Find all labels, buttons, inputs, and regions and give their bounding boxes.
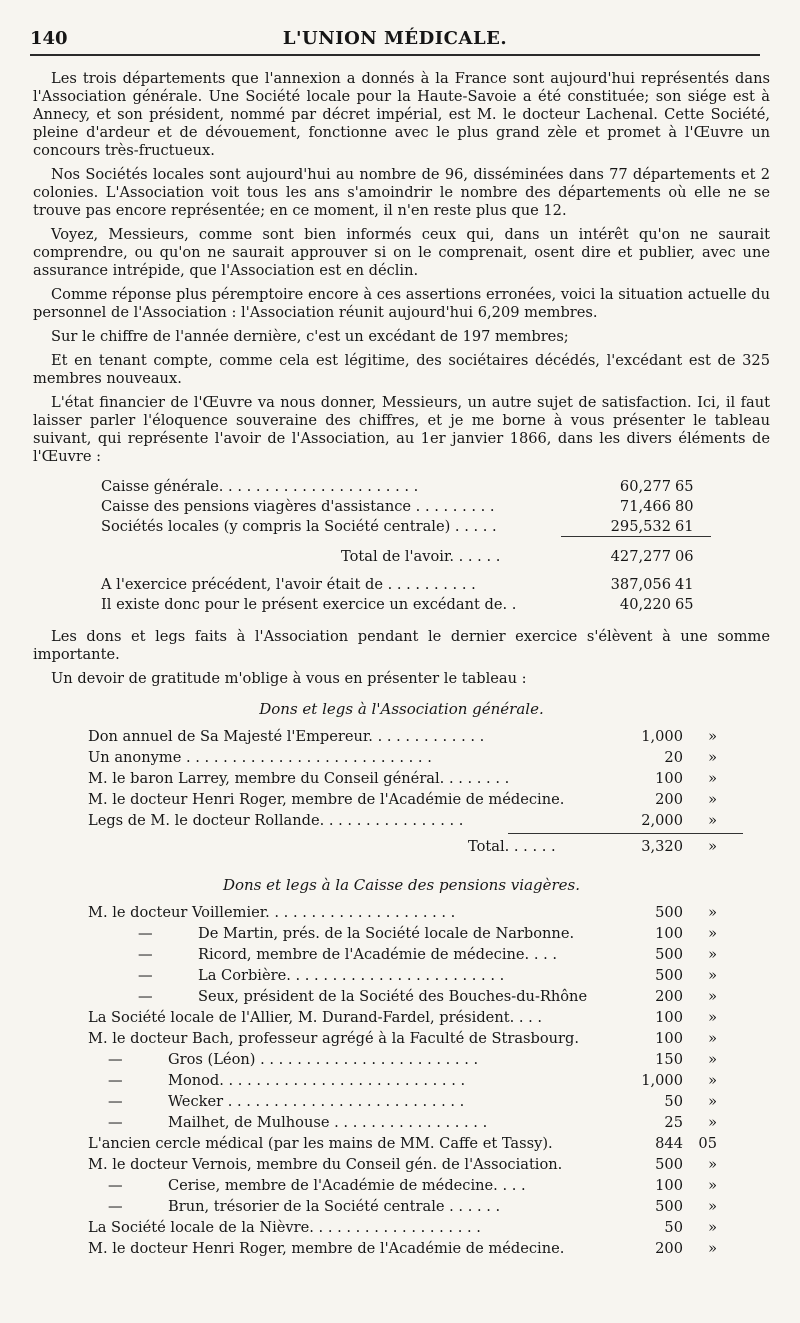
- ditto-dash: —: [138, 925, 153, 942]
- donation-amount: 1,000: [641, 1072, 683, 1089]
- finance-previous-label: A l'exercice précédent, l'avoir était de . . . . . . . . . .: [101, 576, 476, 593]
- finance-row: [101, 478, 741, 498]
- donor-label: De Martin, prés. de la Société locale de Narbonne.: [198, 925, 575, 942]
- pension-donations-title: Dons et legs à la Caisse des pensions viagères.: [222, 876, 581, 894]
- donation-amount: 100: [655, 1009, 683, 1026]
- ditto-dash: —: [138, 946, 153, 963]
- finance-surplus-label: Il existe donc pour le présent exercice un excédant de. .: [101, 596, 517, 613]
- ditto-dash: —: [138, 988, 153, 1005]
- list-item: [88, 1198, 743, 1219]
- total-separator: [561, 536, 711, 537]
- total-label: Total. . . . . .: [468, 838, 556, 855]
- finance-label: Sociétés locales (y compris la Société centrale) . . . . .: [101, 518, 497, 535]
- ditto-dash: —: [108, 1093, 123, 1110]
- donor-label: Don annuel de Sa Majesté l'Empereur. . . . . . . . . . . . .: [88, 728, 485, 745]
- donation-amount: 100: [655, 1177, 683, 1194]
- donation-amount: 500: [655, 1156, 683, 1173]
- donation-cents: »: [708, 1198, 717, 1215]
- list-item: [88, 1156, 743, 1177]
- list-item: [88, 1219, 743, 1240]
- page-number: 140: [30, 28, 68, 49]
- donation-cents: »: [708, 791, 717, 808]
- donation-amount: 20: [664, 749, 683, 766]
- donation-amount: 200: [655, 791, 683, 808]
- finance-previous-cents: 41: [675, 576, 694, 593]
- finance-label: Caisse générale. . . . . . . . . . . . . . . . . . . . . .: [101, 478, 419, 495]
- paragraph: L'état financier de l'Œuvre va nous donner, Messieurs, un autre sujet de satisfaction. Ici, il faut laisser parler l'éloquence souveraine des chiffres, et je me borne à vous présenter le tableau suivant, qui représente l'avoir de l'Association, au 1er janvier 1866, dans les divers éléments de l'Œuvre :: [33, 394, 770, 465]
- donor-label: Legs de M. le docteur Rollande. . . . . . . . . . . . . . . .: [88, 812, 464, 829]
- donation-cents: »: [708, 1093, 717, 1110]
- donor-label: M. le docteur Vernois, membre du Conseil gén. de l'Association.: [88, 1156, 563, 1173]
- total-amount: 3,320: [641, 838, 683, 855]
- donation-amount: 500: [655, 946, 683, 963]
- finance-cents: 65: [675, 478, 694, 495]
- donor-label: M. le docteur Henri Roger, membre de l'Académie de médecine.: [88, 791, 565, 808]
- donation-cents: »: [708, 1072, 717, 1089]
- list-item: [88, 749, 743, 770]
- donation-cents: »: [708, 1240, 717, 1257]
- ditto-dash: —: [108, 1198, 123, 1215]
- finance-surplus-cents: 65: [675, 596, 694, 613]
- donor-label: Un anonyme . . . . . . . . . . . . . . . . . . . . . . . . . . .: [88, 749, 432, 766]
- donor-label: Ricord, membre de l'Académie de médecine. . . .: [198, 946, 558, 963]
- list-item: [88, 1177, 743, 1198]
- paragraph: Et en tenant compte, comme cela est légitime, des sociétaires décédés, l'excédant est de 325 membres nouveaux.: [33, 352, 770, 387]
- finance-amount: 71,466: [619, 498, 671, 515]
- donor-label: Brun, trésorier de la Société centrale . . . . . .: [168, 1198, 501, 1215]
- donation-cents: »: [708, 812, 717, 829]
- donation-amount: 2,000: [641, 812, 683, 829]
- total-rule: [101, 538, 741, 548]
- donor-label: M. le docteur Henri Roger, membre de l'Académie de médecine.: [88, 1240, 565, 1257]
- donation-cents: »: [708, 925, 717, 942]
- donor-label: La Corbière. . . . . . . . . . . . . . . . . . . . . . . .: [198, 967, 505, 984]
- donation-amount: 500: [655, 1198, 683, 1215]
- donation-cents: »: [708, 770, 717, 787]
- list-item: [88, 1093, 743, 1114]
- pension-donations-list: [88, 904, 743, 1261]
- finance-row: [101, 518, 741, 538]
- donor-label: Gros (Léon) . . . . . . . . . . . . . . . . . . . . . . . .: [168, 1051, 479, 1068]
- article-body: [33, 70, 770, 1261]
- list-item: [88, 1051, 743, 1072]
- donor-label: La Société locale de la Nièvre. . . . . . . . . . . . . . . . . . .: [88, 1219, 481, 1236]
- donation-cents: »: [708, 1156, 717, 1173]
- list-item: [88, 728, 743, 749]
- finance-cents: 80: [675, 498, 694, 515]
- donation-amount: 500: [655, 967, 683, 984]
- finance-total-cents: 06: [675, 548, 694, 565]
- list-item: [88, 946, 743, 967]
- list-item: [88, 988, 743, 1009]
- list-item: [88, 1072, 743, 1093]
- donor-label: Seux, président de la Société des Bouches-du-Rhône: [198, 988, 588, 1005]
- finance-surplus-amount: 40,220: [619, 596, 671, 613]
- donation-cents: 05: [698, 1135, 717, 1152]
- total-cents: »: [708, 838, 717, 855]
- general-donations-title: Dons et legs à l'Association générale.: [259, 700, 544, 718]
- finance-total-label: Total de l'avoir. . . . . .: [341, 548, 501, 565]
- donation-amount: 844: [655, 1135, 683, 1152]
- paragraph: Les trois départements que l'annexion a donnés à la France sont aujourd'hui représentés dans l'Association générale. Une Société locale pour la Haute-Savoie a été constituée; son siége est à Annecy, et son président, nommé par décret impérial, est M. le docteur Lachenal. Cette Société, pleine d'ardeur et de dévouement, fonctionne avec le plus grand zèle et promet à l'Œuvre un concours très-fructueux.: [33, 70, 770, 159]
- finance-table: [101, 478, 741, 616]
- donation-cents: »: [708, 1114, 717, 1131]
- paragraph: Comme réponse plus péremptoire encore à ces assertions erronées, voici la situation actuelle du personnel de l'Association : l'Association réunit aujourd'hui 6,209 membres.: [33, 286, 770, 321]
- donation-cents: »: [708, 988, 717, 1005]
- paragraph: Voyez, Messieurs, comme sont bien informés ceux qui, dans un intérêt qu'on ne saurait comprendre, ou qu'on ne saurait approuver si on le comprenait, osent dire et publier, avec une assurance intrépide, que l'Association est en déclin.: [33, 226, 770, 279]
- finance-previous-row: [101, 576, 741, 596]
- donor-label: M. le baron Larrey, membre du Conseil général. . . . . . . .: [88, 770, 510, 787]
- donation-cents: »: [708, 946, 717, 963]
- donor-label: L'ancien cercle médical (par les mains de MM. Caffe et Tassy).: [88, 1135, 553, 1152]
- general-donations-list: [88, 728, 743, 864]
- page-header: [30, 26, 760, 56]
- ditto-dash: —: [108, 1177, 123, 1194]
- donation-cents: »: [708, 904, 717, 921]
- donation-cents: »: [708, 967, 717, 984]
- finance-row: [101, 498, 741, 518]
- ditto-dash: —: [138, 967, 153, 984]
- donation-cents: »: [708, 1030, 717, 1047]
- donation-cents: »: [708, 749, 717, 766]
- list-item: [88, 1030, 743, 1051]
- donation-cents: »: [708, 1219, 717, 1236]
- list-item: [88, 1009, 743, 1030]
- ditto-dash: —: [108, 1072, 123, 1089]
- donation-amount: 100: [655, 770, 683, 787]
- donation-amount: 1,000: [641, 728, 683, 745]
- ditto-dash: —: [108, 1051, 123, 1068]
- donation-cents: »: [708, 1051, 717, 1068]
- donation-amount: 25: [664, 1114, 683, 1131]
- list-item: [88, 1114, 743, 1135]
- donation-cents: »: [708, 1177, 717, 1194]
- donation-amount: 100: [655, 925, 683, 942]
- list-item: [88, 791, 743, 812]
- donation-amount: 200: [655, 988, 683, 1005]
- donation-amount: 150: [655, 1051, 683, 1068]
- donation-amount: 50: [664, 1219, 683, 1236]
- donation-amount: 100: [655, 1030, 683, 1047]
- finance-label: Caisse des pensions viagères d'assistance . . . . . . . . .: [101, 498, 495, 515]
- donation-cents: »: [708, 1009, 717, 1026]
- finance-amount: 295,532: [610, 518, 671, 535]
- paragraph: Les dons et legs faits à l'Association pendant le dernier exercice s'élèvent à une somme importante.: [33, 628, 770, 663]
- finance-total-amount: 427,277: [610, 548, 671, 565]
- list-item: [88, 1135, 743, 1156]
- finance-amount: 60,277: [619, 478, 671, 495]
- donor-label: Mailhet, de Mulhouse . . . . . . . . . . . . . . . . .: [168, 1114, 488, 1131]
- running-title: L'UNION MÉDICALE.: [282, 28, 508, 49]
- donor-label: M. le docteur Voillemier. . . . . . . . . . . . . . . . . . . . .: [88, 904, 456, 921]
- donation-amount: 200: [655, 1240, 683, 1257]
- paragraph: Sur le chiffre de l'année dernière, c'est un excédant de 197 membres;: [51, 328, 569, 345]
- donor-label: Monod. . . . . . . . . . . . . . . . . . . . . . . . . . .: [168, 1072, 466, 1089]
- list-item: [88, 770, 743, 791]
- paragraph: Un devoir de gratitude m'oblige à vous en présenter le tableau :: [51, 670, 527, 687]
- donor-label: Cerise, membre de l'Académie de médecine. . . .: [168, 1177, 526, 1194]
- list-item: [88, 925, 743, 946]
- donation-amount: 500: [655, 904, 683, 921]
- finance-total-row: [101, 548, 741, 576]
- donation-cents: »: [708, 728, 717, 745]
- finance-cents: 61: [675, 518, 694, 535]
- donor-label: M. le docteur Bach, professeur agrégé à la Faculté de Strasbourg.: [88, 1030, 579, 1047]
- ditto-dash: —: [108, 1114, 123, 1131]
- finance-previous-amount: 387,056: [610, 576, 671, 593]
- donation-amount: 50: [664, 1093, 683, 1110]
- list-item: [88, 904, 743, 925]
- list-item: [88, 967, 743, 988]
- list-item: [88, 812, 743, 833]
- finance-surplus-row: [101, 596, 741, 616]
- donor-label: La Société locale de l'Allier, M. Durand-Fardel, président. . . .: [88, 1009, 543, 1026]
- total-separator: [508, 833, 743, 834]
- paragraph: Nos Sociétés locales sont aujourd'hui au nombre de 96, disséminées dans 77 départements et 2 colonies. L'Association voit tous les ans s'amoindrir le nombre des départements où elle ne se trouve pas encore représentée; en ce moment, il n'en reste plus que 12.: [33, 166, 770, 219]
- list-total-row: [88, 838, 743, 864]
- donor-label: Wecker . . . . . . . . . . . . . . . . . . . . . . . . . .: [168, 1093, 465, 1110]
- list-item: [88, 1240, 743, 1261]
